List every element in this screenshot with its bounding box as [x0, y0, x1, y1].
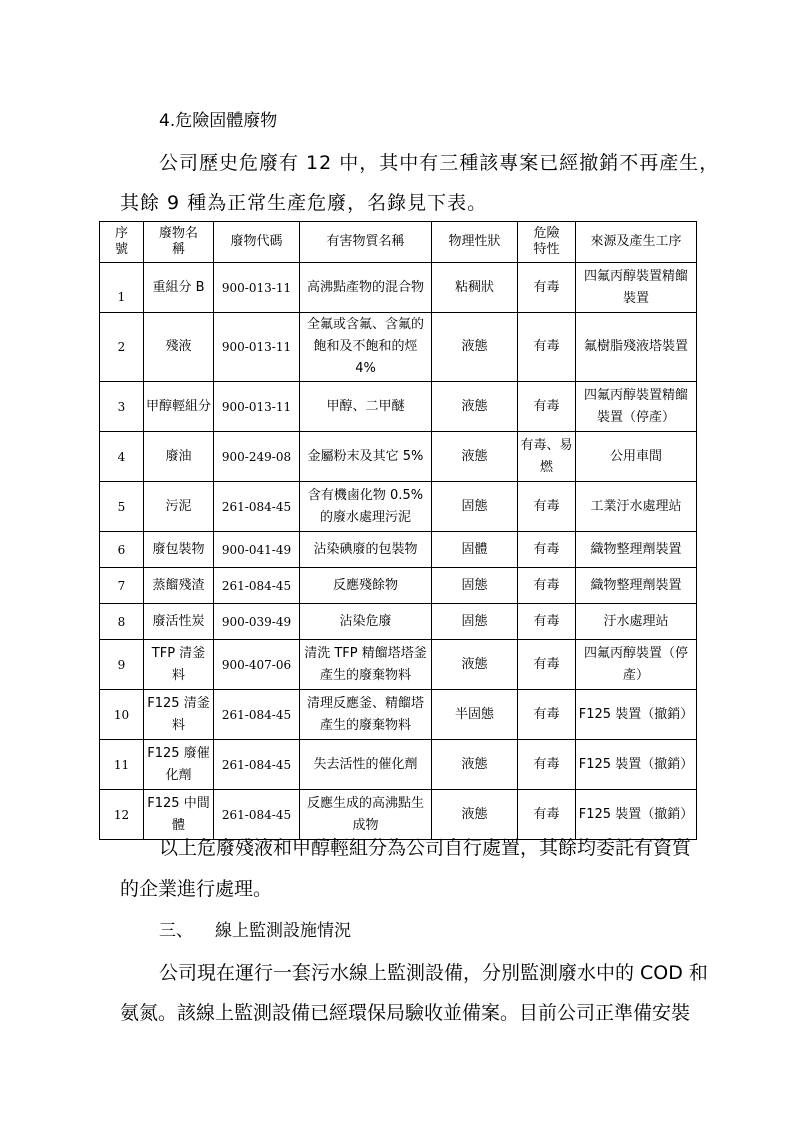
- cell-substance: 沾染危廢: [300, 604, 432, 640]
- cell-substance: 含有機鹵化物 0.5%的廢水處理污泥: [300, 482, 432, 532]
- cell-source: 四氟丙醇裝置精餾裝置（停產）: [576, 382, 697, 432]
- cell-source: 織物整理劑裝置: [576, 532, 697, 568]
- cell-code: 900-249-08: [214, 432, 300, 482]
- cell-seq: 11: [100, 740, 144, 790]
- cell-name: 蒸餾殘渣: [144, 568, 214, 604]
- cell-code: 900-013-11: [214, 382, 300, 432]
- cell-name: F125 廢催化劑: [144, 740, 214, 790]
- cell-state: 液態: [432, 740, 518, 790]
- table-row: [100, 690, 697, 740]
- cell-substance: 反應生成的高沸點生成物: [300, 790, 432, 840]
- cell-name: 廢活性炭: [144, 604, 214, 640]
- cell-state: 液態: [432, 313, 518, 382]
- cell-code: 261-084-45: [214, 740, 300, 790]
- table-row: [100, 382, 697, 432]
- section-4-heading: 4.危險固體廢物: [159, 111, 278, 131]
- cell-name: F125 中間體: [144, 790, 214, 840]
- section-3-title: 線上監測設施情況: [215, 921, 351, 941]
- cell-hazard: 有毒: [518, 640, 576, 690]
- cell-source: 工業汙水處理站: [576, 482, 697, 532]
- section-3-heading: [159, 916, 351, 941]
- cell-hazard: 有毒: [518, 263, 576, 313]
- cell-seq: 6: [100, 532, 144, 568]
- cell-name: 甲醇輕組分: [144, 382, 214, 432]
- hazardous-waste-table: [99, 221, 697, 840]
- table-row: [100, 640, 697, 690]
- table-row: [100, 263, 697, 313]
- table-row: [100, 604, 697, 640]
- cell-substance: 清洗 TFP 精餾塔塔釜產生的廢棄物料: [300, 640, 432, 690]
- cell-substance: 反應殘餘物: [300, 568, 432, 604]
- cell-seq: 5: [100, 482, 144, 532]
- cell-state: 固態: [432, 604, 518, 640]
- intro-line-1: 公司歷史危廢有 12 中，其中有三種該專案已經撤銷不再產生，: [159, 152, 720, 174]
- cell-state: 液態: [432, 382, 518, 432]
- cell-seq: 3: [100, 382, 144, 432]
- cell-seq: 12: [100, 790, 144, 840]
- cell-hazard: 有毒: [518, 313, 576, 382]
- cell-hazard: 有毒: [518, 482, 576, 532]
- table-row: [100, 740, 697, 790]
- header-hazard: 危險特性: [518, 222, 576, 263]
- cell-source: F125 裝置（撤銷）: [576, 790, 697, 840]
- cell-code: 900-407-06: [214, 640, 300, 690]
- cell-name: TFP 清釜料: [144, 640, 214, 690]
- cell-source: 氟樹脂殘液塔裝置: [576, 313, 697, 382]
- cell-name: F125 清釜料: [144, 690, 214, 740]
- cell-code: 900-013-11: [214, 313, 300, 382]
- cell-substance: 全氟或含氟、含氟的飽和及不飽和的烴 4%: [300, 313, 432, 382]
- cell-state: 液態: [432, 432, 518, 482]
- cell-substance: 沾染碘廢的包裝物: [300, 532, 432, 568]
- cell-hazard: 有毒: [518, 532, 576, 568]
- cell-name: 污泥: [144, 482, 214, 532]
- cell-code: 261-084-45: [214, 482, 300, 532]
- cell-substance: 甲醇、二甲醚: [300, 382, 432, 432]
- after-table-line-1: 以上危廢殘液和甲醇輕組分為公司自行處置，其餘均委託有資質: [159, 837, 692, 859]
- cell-code: 261-084-45: [214, 568, 300, 604]
- cell-source: F125 裝置（撤銷）: [576, 690, 697, 740]
- header-source: 來源及產生工序: [576, 222, 697, 263]
- header-state: 物理性狀: [432, 222, 518, 263]
- table-row: [100, 532, 697, 568]
- cell-hazard: 有毒、易燃: [518, 432, 576, 482]
- cell-seq: 1: [100, 263, 144, 313]
- cell-substance: 失去活性的催化劑: [300, 740, 432, 790]
- table-row: [100, 568, 697, 604]
- cell-name: 重組分 B: [144, 263, 214, 313]
- header-seq: 序號: [100, 222, 144, 263]
- table-header-row: [100, 222, 697, 263]
- table-row: [100, 482, 697, 532]
- cell-source: 織物整理劑裝置: [576, 568, 697, 604]
- cell-state: 粘稠狀: [432, 263, 518, 313]
- cell-name: 廢包裝物: [144, 532, 214, 568]
- cell-hazard: 有毒: [518, 604, 576, 640]
- cell-substance: 清理反應釜、精餾塔產生的廢棄物料: [300, 690, 432, 740]
- monitor-line-1: 公司現在運行一套污水線上監測設備，分別監測廢水中的 COD 和: [159, 962, 708, 984]
- cell-code: 900-039-49: [214, 604, 300, 640]
- cell-name: 殘液: [144, 313, 214, 382]
- cell-state: 固體: [432, 532, 518, 568]
- cell-hazard: 有毒: [518, 568, 576, 604]
- cell-substance: 高沸點產物的混合物: [300, 263, 432, 313]
- table-row: [100, 313, 697, 382]
- header-code: 廢物代碼: [214, 222, 300, 263]
- cell-seq: 7: [100, 568, 144, 604]
- intro-line-2: 其餘 9 種為正常生產危廢，名錄見下表。: [120, 192, 488, 214]
- table-row: [100, 790, 697, 840]
- header-name: 廢物名稱: [144, 222, 214, 263]
- cell-code: 900-013-11: [214, 263, 300, 313]
- cell-seq: 10: [100, 690, 144, 740]
- cell-seq: 4: [100, 432, 144, 482]
- cell-seq: 8: [100, 604, 144, 640]
- cell-code: 261-084-45: [214, 790, 300, 840]
- cell-seq: 9: [100, 640, 144, 690]
- cell-state: 半固態: [432, 690, 518, 740]
- cell-state: 液態: [432, 640, 518, 690]
- cell-state: 固態: [432, 568, 518, 604]
- cell-source: 四氟丙醇裝置精餾裝置: [576, 263, 697, 313]
- cell-state: 液態: [432, 790, 518, 840]
- cell-hazard: 有毒: [518, 740, 576, 790]
- section-3-number: 三、: [159, 921, 193, 941]
- monitor-line-2: 氨氮。該線上監測設備已經環保局驗收並備案。目前公司正準備安裝: [120, 1002, 691, 1024]
- cell-code: 261-084-45: [214, 690, 300, 740]
- after-table-line-2: 的企業進行處理。: [120, 878, 273, 900]
- cell-source: 汙水處理站: [576, 604, 697, 640]
- header-substance: 有害物質名稱: [300, 222, 432, 263]
- cell-hazard: 有毒: [518, 382, 576, 432]
- cell-name: 廢油: [144, 432, 214, 482]
- cell-source: 公用車間: [576, 432, 697, 482]
- cell-state: 固態: [432, 482, 518, 532]
- cell-source: F125 裝置（撤銷）: [576, 740, 697, 790]
- table-row: [100, 432, 697, 482]
- cell-code: 900-041-49: [214, 532, 300, 568]
- cell-hazard: 有毒: [518, 790, 576, 840]
- cell-source: 四氟丙醇裝置（停產）: [576, 640, 697, 690]
- cell-hazard: 有毒: [518, 690, 576, 740]
- cell-seq: 2: [100, 313, 144, 382]
- cell-substance: 金屬粉末及其它 5%: [300, 432, 432, 482]
